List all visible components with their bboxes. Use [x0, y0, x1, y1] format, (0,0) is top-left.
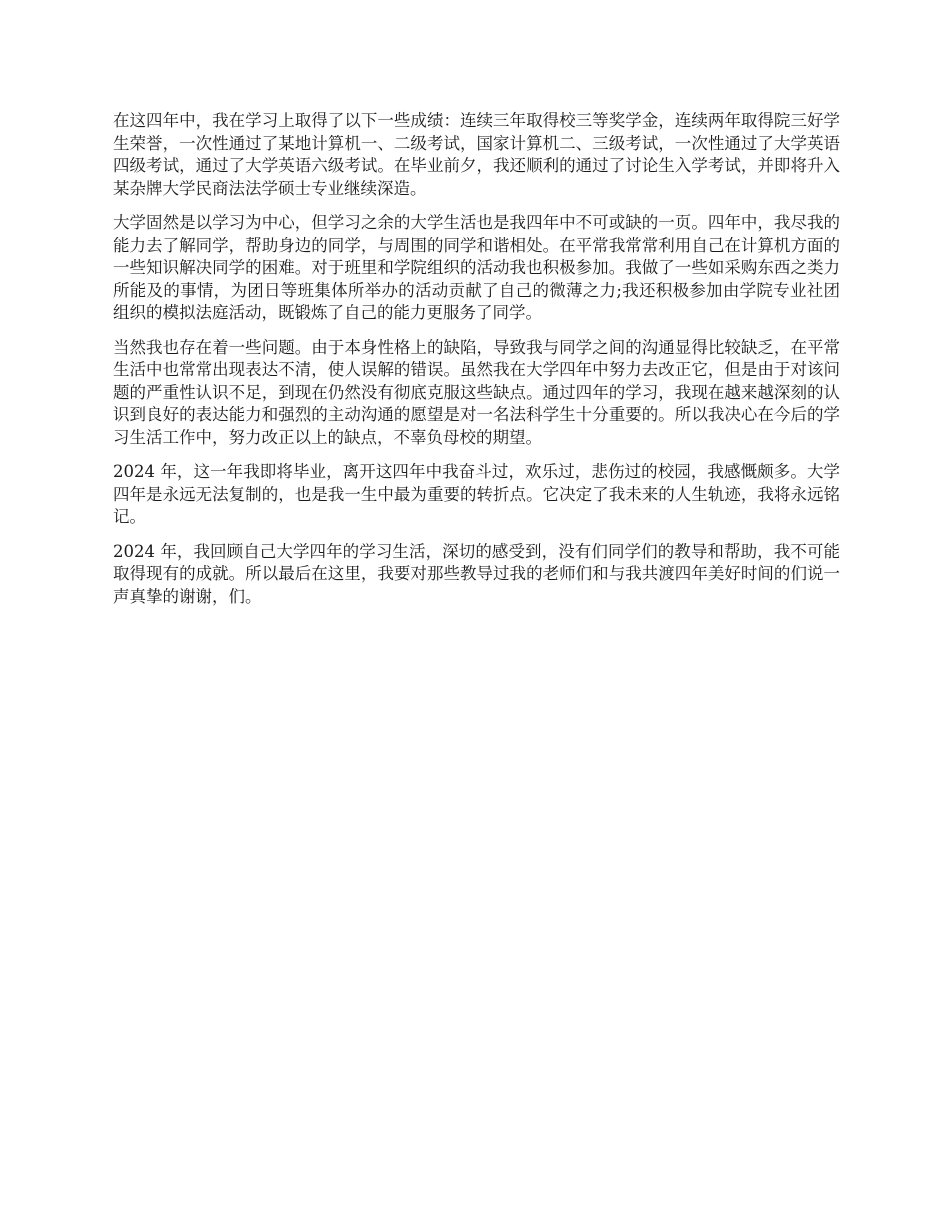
- paragraph-thanks: 2024 年，我回顾自己大学四年的学习生活，深切的感受到，没有们同学们的教导和帮助，我不可能取得现有的成就。所以最后在这里，我要对那些教导过我的老师们和与我共渡四年美好时间的们说一声真挚的谢谢，们。: [113, 541, 840, 606]
- paragraph-graduation: 2024 年，这一年我即将毕业，离开这四年中我奋斗过，欢乐过，悲伤过的校园，我感慨颇多。大学四年是永远无法复制的，也是我一生中最为重要的转折点。它决定了我未来的人生轨迹，我将永远铭记。: [113, 462, 840, 526]
- paragraph-campus-life: 大学固然是以学习为中心，但学习之余的大学生活也是我四年中不可或缺的一页。四年中，我尽我的能力去了解同学，帮助身边的同学，与周围的同学和谐相处。在平常我常常利用自己在计算机方面的一些知识解决同学的困难。对于班里和学院组织的活动我也积极参加。我做了一些如采购东西之类力所能及的事情，为团日等班集体所举办的活动贡献了自己的微薄之力;我还积极参加由学院专业社团组织的模拟法庭活动，既锻炼了自己的能力更服务了同学。: [113, 213, 840, 322]
- paragraph-achievements: 在这四年中，我在学习上取得了以下一些成绩：连续三年取得校三等奖学金，连续两年取得院三好学生荣誉，一次性通过了某地计算机一、二级考试，国家计算机二、三级考试，一次性通过了大学英语四级考试，通过了大学英语六级考试。在毕业前夕，我还顺利的通过了讨论生入学考试，并即将升入某杂牌大学民商法法学硕士专业继续深造。: [113, 111, 840, 198]
- paragraph-shortcomings: 当然我也存在着一些问题。由于本身性格上的缺陷，导致我与同学之间的沟通显得比较缺乏，在平常生活中也常常出现表达不清，使人误解的错误。虽然我在大学四年中努力去改正它，但是由于对该问题的严重性认识不足，到现在仍然没有彻底克服这些缺点。通过四年的学习，我现在越来越深刻的认识到良好的表达能力和强烈的主动沟通的愿望是对一名法科学生十分重要的。所以我决心在今后的学习生活工作中，努力改正以上的缺点，不辜负母校的期望。: [113, 337, 840, 447]
- document-body: [113, 110, 840, 620]
